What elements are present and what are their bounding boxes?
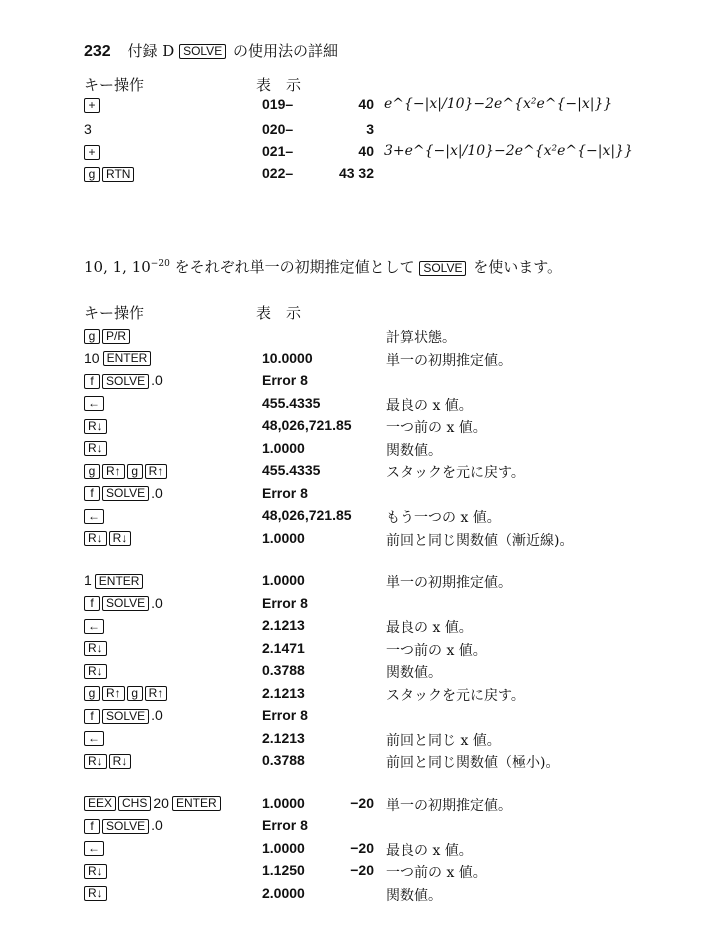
page-number: 232	[84, 43, 111, 60]
keystrokes	[84, 395, 106, 412]
display-exponent: −20	[350, 839, 374, 856]
calculator-key: ENTER	[103, 351, 152, 366]
calculator-key: SOLVE	[102, 374, 149, 389]
key-digits: 20	[153, 794, 169, 811]
remark: スタックを元に戻す。	[386, 687, 525, 704]
remark: 前回と同じ x 値。	[386, 732, 501, 749]
calculator-key: R↑	[145, 686, 168, 701]
calculator-key: ←	[84, 396, 104, 411]
key-digits: 10	[84, 349, 100, 366]
calculator-key: R↓	[84, 419, 107, 434]
table-row	[0, 707, 708, 729]
calculator-key: +	[84, 98, 100, 113]
solve-key: SOLVE	[419, 261, 466, 276]
table-row	[0, 327, 708, 349]
calculator-key: R↓	[109, 531, 132, 546]
keystrokes	[84, 840, 106, 857]
table-row	[0, 350, 708, 372]
table-row	[0, 795, 708, 817]
table-row	[0, 752, 708, 774]
remark: スタックを元に戻す。	[386, 465, 525, 481]
para-exp: −20	[150, 259, 170, 269]
table-row	[0, 417, 708, 439]
step-number: 020–	[262, 121, 294, 137]
remark: 単一の初期推定値。	[386, 352, 512, 369]
key-code: 43 32	[338, 165, 374, 181]
keystrokes	[84, 440, 109, 457]
keystrokes	[84, 572, 145, 589]
calculator-key: g	[127, 464, 143, 479]
keystrokes	[84, 462, 169, 479]
key-code: 40	[358, 96, 374, 112]
table-row	[0, 372, 708, 394]
display-exponent: −20	[350, 794, 374, 811]
calculator-key: SOLVE	[102, 709, 149, 724]
calculator-key: ←	[84, 841, 104, 856]
display-value: 1.0000	[262, 794, 305, 811]
keystrokes	[84, 417, 109, 434]
calculator-key: SOLVE	[102, 486, 149, 501]
table-row	[0, 662, 708, 684]
keystrokes	[84, 730, 106, 747]
para-middle: をそれぞれ単一の初期推定値として	[169, 258, 420, 276]
table-row	[0, 617, 708, 639]
display-value: 1.1250	[262, 862, 305, 878]
table-row	[0, 862, 708, 884]
display-value: Error 8	[262, 594, 308, 611]
display-value: Error 8	[262, 372, 308, 388]
keystrokes	[84, 121, 95, 137]
step-number: 022–	[262, 165, 294, 181]
calculator-key: R↓	[84, 864, 107, 879]
display-exponent: −20	[350, 862, 374, 878]
display-value: Error 8	[262, 484, 308, 501]
calculator-key: R↑	[102, 464, 125, 479]
key-digits: 1	[84, 572, 92, 588]
remark: 一つ前の x 値。	[386, 642, 487, 659]
display-value: 0.3788	[262, 662, 305, 678]
calculator-key: R↑	[102, 686, 125, 701]
remark: 単一の初期推定値。	[386, 575, 512, 591]
table-row	[0, 640, 708, 662]
display-value: 2.1213	[262, 684, 305, 701]
calculator-key: R↓	[84, 641, 107, 656]
listing-row	[0, 121, 708, 143]
remark: 前回と同じ関数値（極小)。	[386, 755, 560, 771]
key-digits: 3	[84, 121, 92, 137]
calculator-key: f	[84, 819, 100, 834]
keystrokes	[84, 165, 136, 182]
remark: もう一つの x 値。	[386, 510, 501, 526]
keystrokes	[84, 707, 166, 724]
display-value: 1.0000	[262, 572, 305, 588]
calculator-key: SOLVE	[102, 819, 149, 834]
key-digits: .0	[151, 817, 163, 833]
keystrokes	[84, 795, 223, 812]
remark: 計算状態。	[386, 330, 456, 346]
keystrokes	[84, 595, 166, 612]
formula: e^{−|x|/10}−2e^{x²e^{−|x|}}	[384, 96, 613, 112]
formula: 3+e^{−|x|/10}−2e^{x²e^{−|x|}}	[384, 143, 633, 159]
calculator-key: ←	[84, 731, 104, 746]
table-row	[0, 530, 708, 552]
solve-key: SOLVE	[179, 44, 226, 59]
key-digits: .0	[151, 594, 163, 611]
remark: 関数値。	[386, 442, 442, 459]
calculator-key: +	[84, 145, 100, 160]
calculator-key: R↓	[84, 886, 107, 901]
keystrokes	[84, 640, 109, 657]
calculator-key: f	[84, 596, 100, 611]
table-row	[0, 572, 708, 594]
key-code: 3	[366, 121, 374, 137]
calculator-key: RTN	[102, 167, 134, 182]
keystrokes	[84, 817, 166, 834]
keystrokes	[84, 327, 132, 344]
header-title: の使用法の詳細	[232, 42, 338, 60]
listing-row	[0, 165, 708, 187]
display-value: 1.0000	[262, 529, 305, 546]
calculator-key: ←	[84, 619, 104, 634]
table-row	[0, 685, 708, 707]
calculator-key: g	[84, 167, 100, 182]
step-number: 019–	[262, 96, 294, 112]
calculator-key: R↓	[84, 664, 107, 679]
display-value: 48,026,721.85	[262, 507, 352, 523]
keystrokes	[84, 143, 102, 160]
key-digits: .0	[151, 372, 163, 388]
calculator-key: ENTER	[172, 796, 221, 811]
column-head-keys-2: キー操作	[84, 304, 145, 322]
para-after: を使います。	[468, 258, 563, 276]
calculator-key: f	[84, 486, 100, 501]
table-row	[0, 395, 708, 417]
table-row	[0, 440, 708, 462]
calculator-key: g	[84, 686, 100, 701]
column-head-display-2: 表 示	[256, 304, 302, 322]
display-value: 2.1213	[262, 729, 305, 746]
calculator-key: SOLVE	[102, 596, 149, 611]
display-value: 2.1213	[262, 617, 305, 633]
display-value: 48,026,721.85	[262, 417, 352, 433]
table-row	[0, 730, 708, 752]
remark: 前回と同じ関数値（漸近線)。	[386, 532, 574, 549]
remark: 最良の x 値。	[386, 842, 473, 859]
keystrokes	[84, 96, 102, 113]
keystrokes	[84, 617, 106, 634]
keystrokes	[84, 507, 106, 524]
display-value: 10.0000	[262, 349, 313, 366]
keystrokes	[84, 662, 109, 679]
keystrokes	[84, 885, 109, 902]
calculator-key: ENTER	[95, 574, 144, 589]
table-row	[0, 840, 708, 862]
keystrokes	[84, 372, 166, 389]
calculator-key: R↑	[145, 464, 168, 479]
calculator-key: CHS	[118, 796, 151, 811]
listing-row	[0, 143, 708, 165]
calculator-key: g	[84, 464, 100, 479]
para-before: 10, 1, 10	[84, 258, 151, 276]
display-value: Error 8	[262, 707, 308, 723]
column-head-display: 表 示	[256, 76, 302, 94]
display-value: 2.0000	[262, 884, 305, 901]
table-row	[0, 507, 708, 529]
display-value: 0.3788	[262, 752, 305, 768]
keystrokes	[84, 685, 169, 702]
keystrokes	[84, 485, 166, 502]
step-number: 021–	[262, 143, 294, 159]
remark: 一つ前の x 値。	[386, 420, 487, 436]
calculator-key: f	[84, 709, 100, 724]
display-value: 455.4335	[262, 462, 321, 478]
remark: 単一の初期推定値。	[386, 797, 512, 814]
calculator-key: R↓	[84, 441, 107, 456]
remark: 関数値。	[386, 665, 442, 681]
appendix-label: 付録 D	[127, 42, 175, 60]
table-row	[0, 485, 708, 507]
calculator-key: P/R	[102, 329, 130, 344]
display-value: 1.0000	[262, 439, 305, 456]
calculator-key: R↓	[109, 754, 132, 769]
calculator-key: g	[127, 686, 143, 701]
display-value: 1.0000	[262, 839, 305, 856]
calculator-key: R↓	[84, 754, 107, 769]
table-row	[0, 595, 708, 617]
column-head-keys: キー操作	[84, 76, 145, 94]
table-row	[0, 462, 708, 484]
keystrokes	[84, 752, 133, 769]
display-value: Error 8	[262, 817, 308, 833]
display-value: 455.4335	[262, 394, 321, 411]
calculator-key: R↓	[84, 531, 107, 546]
calculator-key: g	[84, 329, 100, 344]
calculator-key: EEX	[84, 796, 116, 811]
page-header	[84, 40, 338, 61]
table-row	[0, 817, 708, 839]
calculator-key: f	[84, 374, 100, 389]
instruction-paragraph	[84, 256, 562, 277]
display-value: 2.1471	[262, 639, 305, 656]
table-row	[0, 885, 708, 907]
key-digits: .0	[151, 707, 163, 723]
keystrokes	[84, 530, 133, 547]
calculator-key: ←	[84, 509, 104, 524]
keystrokes	[84, 350, 153, 367]
keystrokes	[84, 862, 109, 879]
remark: 最良の x 値。	[386, 620, 473, 636]
remark: 一つ前の x 値。	[386, 865, 487, 881]
listing-row	[0, 96, 708, 118]
remark: 関数値。	[386, 887, 442, 904]
key-code: 40	[358, 143, 374, 159]
remark: 最良の x 値。	[386, 397, 473, 414]
key-digits: .0	[151, 484, 163, 501]
